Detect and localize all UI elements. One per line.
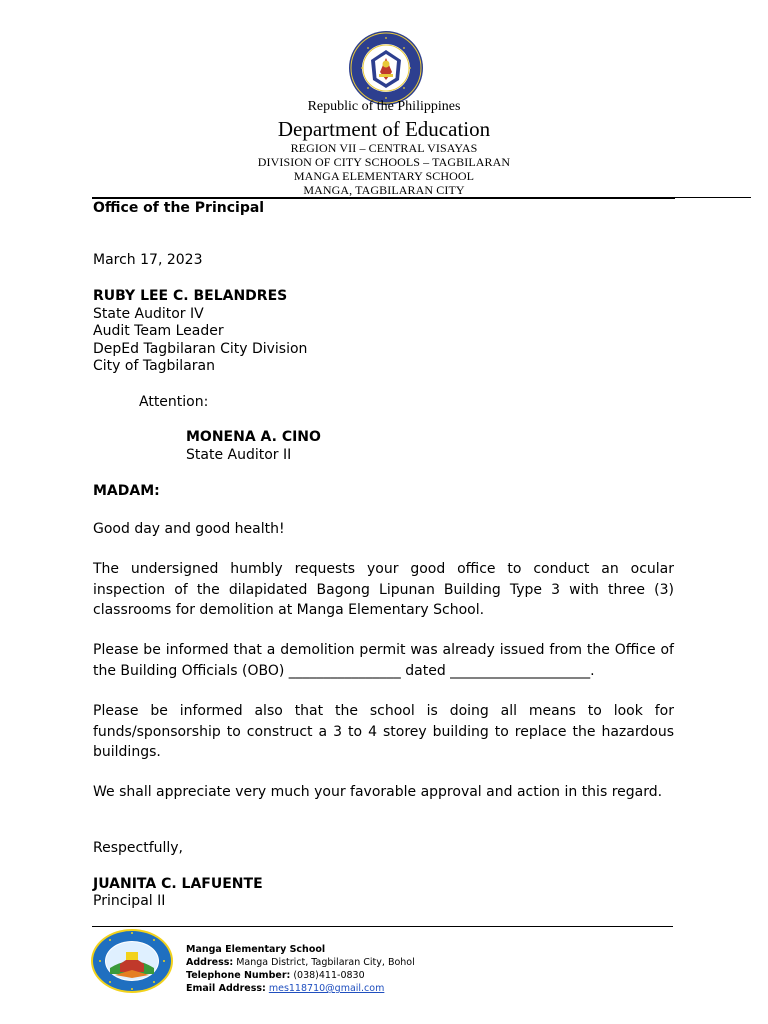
office-label: Office of the Principal [93,200,265,216]
recipient-line: City of Tagbilaran [93,358,215,374]
footer-email-label: Email Address: [186,983,266,994]
school-logo-icon [90,928,174,994]
republic-heading: Republic of the Philippines [307,99,461,114]
greeting: Good day and good health! [93,521,285,537]
region-heading: REGION VII – CENTRAL VISAYAS [290,141,478,155]
footer-divider [92,926,673,927]
body-paragraph: Please be informed that a demolition permit was already issued from the Office of the Building Officials (OBO) ________________ dated ____________________. [93,642,674,679]
footer-email-link[interactable]: mes118710@gmail.com [268,983,385,994]
body-paragraph: We shall appreciate very much your favorable approval and action in this regard. [93,784,663,800]
attention-name: MONENA A. CINO [186,429,321,445]
letter-date: March 17, 2023 [93,252,203,268]
recipient-line: State Auditor IV [93,306,204,322]
signatory-name: JUANITA C. LAFUENTE [93,876,263,892]
department-heading: Department of Education [277,117,491,141]
footer-telephone-value: (038)411-0830 [293,970,365,981]
body-paragraph: The undersigned humbly requests your good office to conduct an ocular inspection of the dilapidated Bagong Lipunan Building Type 3 with three (3) classrooms for demolition at Manga Elementary School. [93,561,674,618]
city-heading: MANGA, TAGBILARAN CITY [303,183,465,197]
header-divider-thick [92,197,675,199]
footer-address-label: Address: [186,957,234,968]
division-heading: DIVISION OF CITY SCHOOLS – TAGBILARAN [257,155,511,169]
signatory-title: Principal II [93,893,166,909]
footer-address-value: Manga District, Tagbilaran City, Bohol [236,957,415,968]
footer-telephone [186,969,365,982]
attention-title: State Auditor II [186,447,292,463]
footer-school-name: Manga Elementary School [186,944,326,955]
recipient-line: Audit Team Leader [93,323,224,339]
footer-email [186,982,384,995]
body-paragraph: Please be informed also that the school is doing all means to look for funds/sponsorship to construct a 3 to 4 storey building to replace the hazardous buildings. [93,703,674,760]
recipient-line: DepEd Tagbilaran City Division [93,341,308,357]
deped-seal-icon [348,30,424,106]
closing: Respectfully, [93,840,184,856]
attention-label: Attention: [139,394,209,410]
footer-telephone-label: Telephone Number: [186,970,291,981]
footer-address [186,956,415,969]
salutation: MADAM: [93,483,160,499]
school-heading: MANGA ELEMENTARY SCHOOL [293,169,475,183]
recipient-name: RUBY LEE C. BELANDRES [93,288,288,304]
